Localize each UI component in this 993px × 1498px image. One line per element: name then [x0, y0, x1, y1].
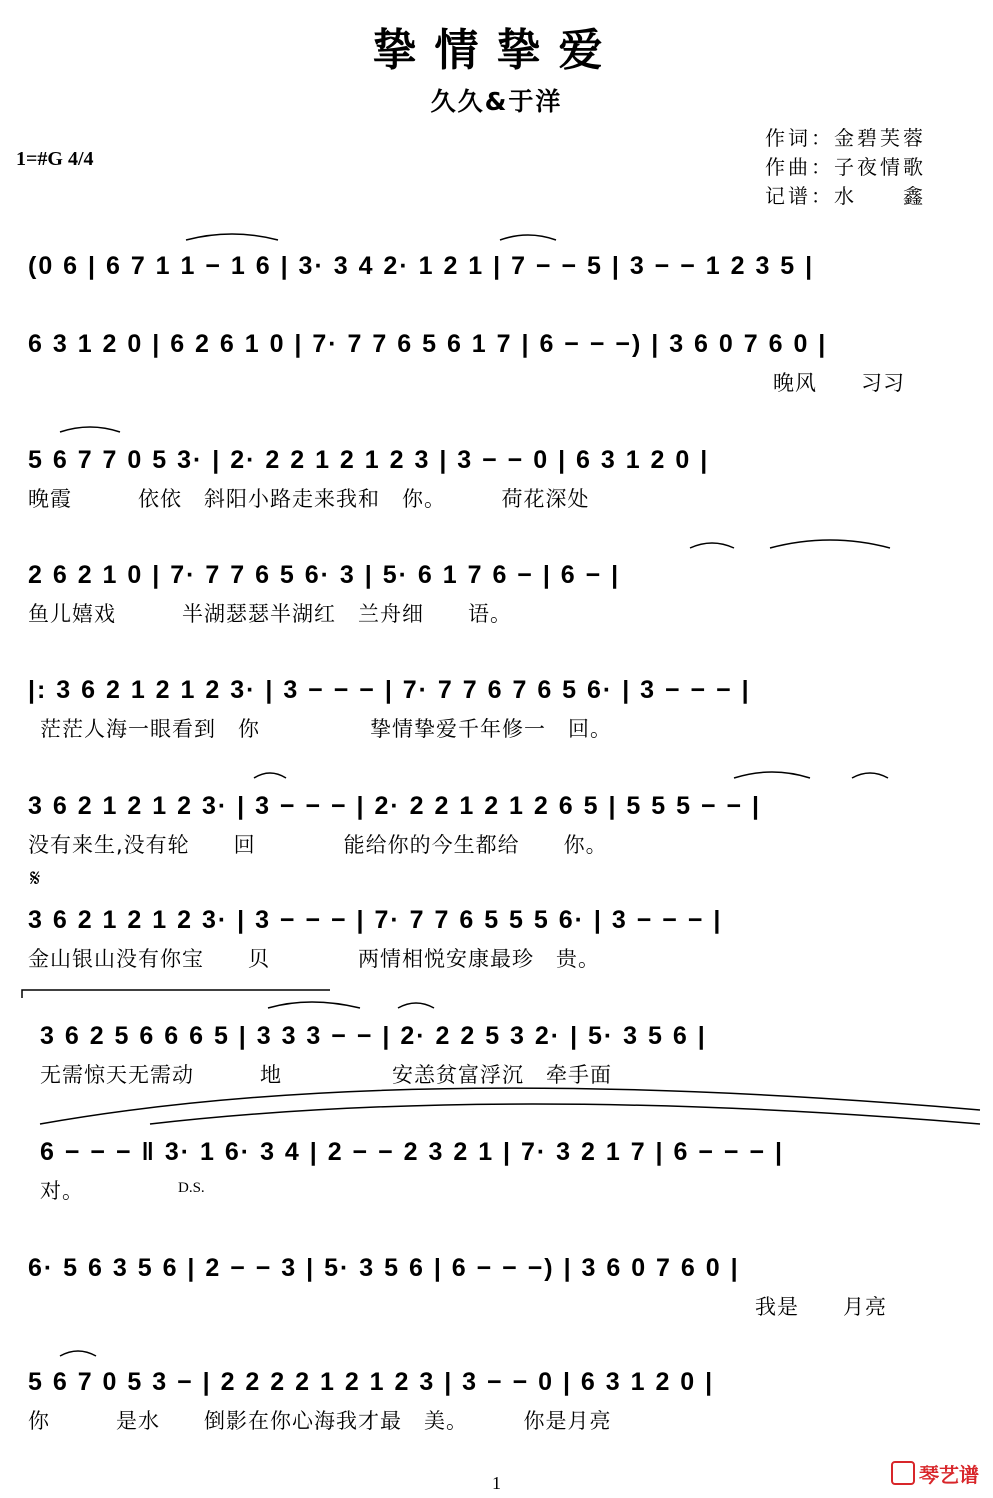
lyric-line: 你 是水 倒影在你心海我才最 美。 你是月亮 — [28, 1409, 612, 1433]
lyricist-credit: 作词：金碧芙蓉 — [765, 126, 926, 150]
notation-line: |: 3 6 2 1 2 1 2 3· | 3 − − − | 7· 7 7 6 7 6 5 6· | 3 − − − | — [28, 676, 751, 704]
score-row — [0, 668, 993, 741]
song-title: 挚情挚爱 — [372, 25, 621, 76]
segno-sign: 𝄋 — [30, 866, 41, 892]
credits — [765, 124, 985, 211]
lyric-line: 我是 月亮 — [755, 1295, 887, 1319]
notation-line: 3 6 2 1 2 1 2 3· | 3 − − − | 7· 7 7 6 5 5 5 6· | 3 − − − | — [28, 906, 723, 934]
score-row — [0, 244, 993, 288]
lyric-line: 晚霞 依依 斜阳小路走来我和 你。 荷花深处 — [28, 487, 590, 511]
score-row — [0, 438, 993, 511]
ds-marker: D.S. — [178, 1180, 205, 1196]
notation-line: 3 6 2 1 2 1 2 3· | 3 − − − | 2· 2 2 1 2 1 2 6 5 | 5 5 5 − − | — [28, 792, 762, 820]
logo-icon — [891, 1461, 915, 1485]
transcriber-credit: 记谱：水 鑫 — [765, 184, 926, 208]
lyric-line: 对。 — [40, 1179, 84, 1203]
key-signature: 1=#G 4/4 — [16, 148, 94, 170]
composer-credit: 作曲：子夜情歌 — [765, 155, 926, 179]
lyric-line: 茫茫人海一眼看到 你 挚情挚爱千年修一 回。 — [40, 717, 612, 741]
notation-line: 2 6 2 1 0 | 7· 7 7 6 5 6· 3 | 5· 6 1 7 6 − | 6 − | — [28, 561, 621, 589]
lyric-line: 晚风 习习 — [773, 371, 905, 395]
score-row — [0, 322, 993, 395]
lyric-line: 鱼儿嬉戏 半湖瑟瑟半湖红 兰舟细 语。 — [28, 602, 512, 626]
notation-line: 5 6 7 7 0 5 3· | 2· 2 2 1 2 1 2 3 | 3 − − 0 | 6 3 1 2 0 | — [28, 446, 710, 474]
score-row — [0, 1360, 993, 1433]
site-logo — [891, 1459, 979, 1488]
score-row — [0, 1014, 993, 1087]
page-number: 1 — [492, 1473, 501, 1493]
notation-line: 6 3 1 2 0 | 6 2 6 1 0 | 7· 7 7 6 5 6 1 7 | 6 − − −) | 3 6 0 7 6 0 | — [28, 330, 828, 358]
lyric-line: 没有来生,没有轮 回 能给你的今生都给 你。 — [28, 833, 608, 857]
score-row — [0, 1246, 993, 1319]
lyric-line: 金山银山没有你宝 贝 两情相悦安康最珍 贵。 — [28, 947, 600, 971]
score-row — [0, 553, 993, 626]
lyric-line: 无需惊天无需动 地 安恙贫富浮沉 牵手面 — [40, 1063, 612, 1087]
score-row — [0, 784, 993, 857]
logo-text: 琴艺谱 — [919, 1463, 979, 1487]
score-row — [0, 898, 993, 971]
notation-line: 3 6 2 5 6 6 6 5 | 3 3 3 − − | 2· 2 2 5 3 2· | 5· 3 5 6 | — [40, 1022, 707, 1050]
notation-line: (0 6 | 6 7 1 1 − 1 6 | 3· 3 4 2· 1 2 1 | 7 − − 5 | 3 − − 1 2 3 5 | — [28, 252, 815, 280]
notation-line: 6· 5 6 3 5 6 | 2 − − 3 | 5· 3 5 6 | 6 − − −) | 3 6 0 7 6 0 | — [28, 1254, 740, 1282]
singer-name: 久久&于洋 — [430, 87, 563, 116]
notation-line: 6 − − − ‖ 3· 1 6· 3 4 | 2 − − 2 3 2 1 | 7· 3 2 1 7 | 6 − − − | — [40, 1138, 784, 1166]
notation-line: 5 6 7 0 5 3 − | 2 2 2 2 1 2 1 2 3 | 3 − − 0 | 6 3 1 2 0 | — [28, 1368, 715, 1396]
